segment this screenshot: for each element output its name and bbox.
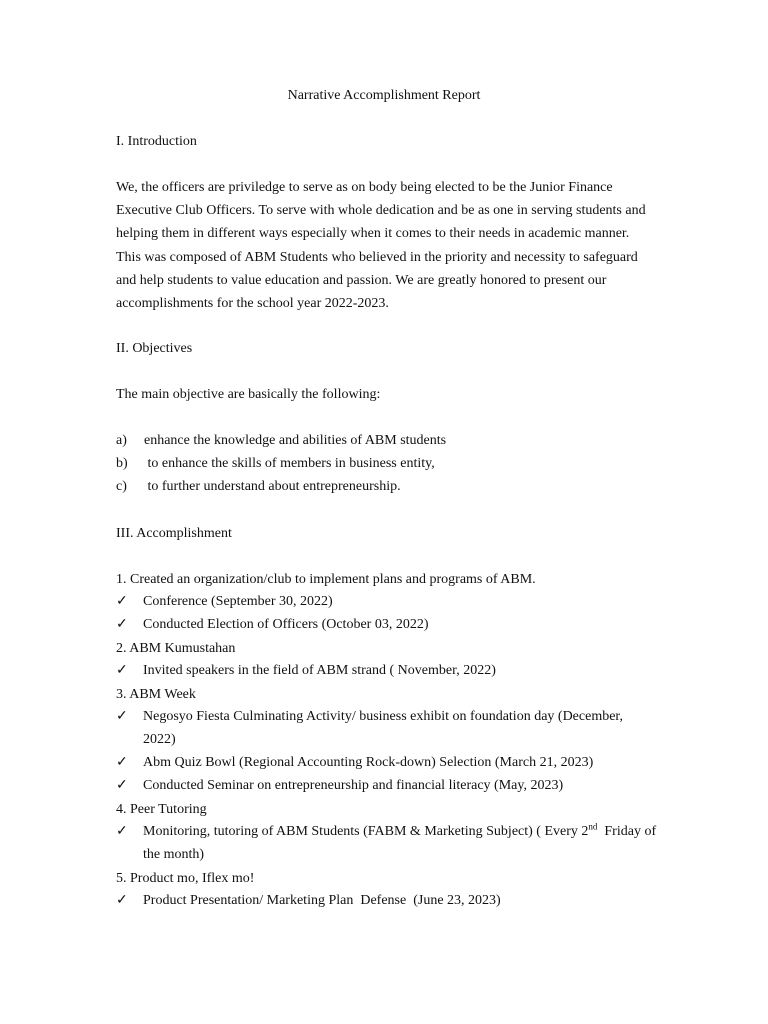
objective-marker: b) <box>116 456 128 471</box>
objective-item-c <box>116 478 401 496</box>
accomplishment-item-text: Conducted Election of Officers (October 03, 2022) <box>143 617 429 632</box>
accomplishment-item <box>116 659 656 682</box>
objective-text: to enhance the skills of members in business entity, <box>144 456 435 471</box>
checkmark-icon: ✓ <box>116 594 128 609</box>
objective-text: enhance the knowledge and abilities of ABM students <box>144 433 447 448</box>
accomplishment-heading: III. Accomplishment <box>116 526 232 541</box>
objective-text: to further understand about entrepreneurship. <box>144 479 401 494</box>
accomplishment-item-text <box>143 820 658 866</box>
accomplishment-item-text: Product Presentation/ Marketing Plan Defense (June 23, 2023) <box>143 893 501 908</box>
peer-tutoring-text-after: Friday of the month) <box>143 824 660 863</box>
accomplishment-item <box>116 705 656 751</box>
accomplishment-group-title: 3. ABM Week <box>116 687 196 702</box>
objectives-lead: The main objective are basically the following: <box>116 387 381 402</box>
accomplishment-item <box>116 613 656 636</box>
checkmark-icon: ✓ <box>116 824 128 839</box>
accomplishment-item-text: Abm Quiz Bowl (Regional Accounting Rock-down) Selection (March 21, 2023) <box>143 755 594 770</box>
accomplishment-group-title: 2. ABM Kumustahan <box>116 641 236 656</box>
objective-item-a <box>116 432 446 450</box>
accomplishment-group-title: 1. Created an organization/club to implement plans and programs of ABM. <box>116 572 536 587</box>
accomplishment-item-text: Conference (September 30, 2022) <box>143 594 333 609</box>
accomplishment-item <box>116 889 656 912</box>
accomplishment-group-title: 5. Product mo, Iflex mo! <box>116 871 255 886</box>
accomplishment-item <box>116 820 660 866</box>
introduction-paragraph: We, the officers are priviledge to serve as on body being elected to be the Junior Finance Executive Club Officers. To serve with whole dedication and be as one in serving students and helping them in different ways especially when it comes to their needs in academic manner. This was composed of ABM Students who believed in the priority and necessity to safeguard and help students to value education and passion. We are greatly honored to present our accomplishments for the school year 2022-2023. <box>116 180 646 312</box>
report-title: Narrative Accomplishment Report <box>287 88 481 103</box>
accomplishment-item-text: Conducted Seminar on entrepreneurship and financial literacy (May, 2023) <box>143 778 564 793</box>
accomplishment-item <box>116 774 656 797</box>
checkmark-icon: ✓ <box>116 778 128 793</box>
checkmark-icon: ✓ <box>116 617 128 632</box>
accomplishment-item-text: Negosyo Fiesta Culminating Activity/ business exhibit on foundation day (December, 2022) <box>143 709 624 748</box>
objective-marker: a) <box>116 433 127 448</box>
accomplishment-group-title: 4. Peer Tutoring <box>116 802 207 817</box>
checkmark-icon: ✓ <box>116 755 128 770</box>
checkmark-icon: ✓ <box>116 709 128 724</box>
peer-tutoring-text-before: Monitoring, tutoring of ABM Students (FABM & Marketing Subject) ( Every 2 <box>143 824 589 839</box>
introduction-heading: I. Introduction <box>116 134 197 149</box>
checkmark-icon: ✓ <box>116 893 128 908</box>
objectives-heading: II. Objectives <box>116 341 193 356</box>
ordinal-suffix: nd <box>588 821 598 832</box>
objective-marker: c) <box>116 479 127 494</box>
checkmark-icon: ✓ <box>116 663 128 678</box>
accomplishment-item-text: Invited speakers in the field of ABM strand ( November, 2022) <box>143 663 496 678</box>
accomplishment-item <box>116 751 656 774</box>
objective-item-b <box>116 455 435 473</box>
accomplishment-item <box>116 590 656 613</box>
